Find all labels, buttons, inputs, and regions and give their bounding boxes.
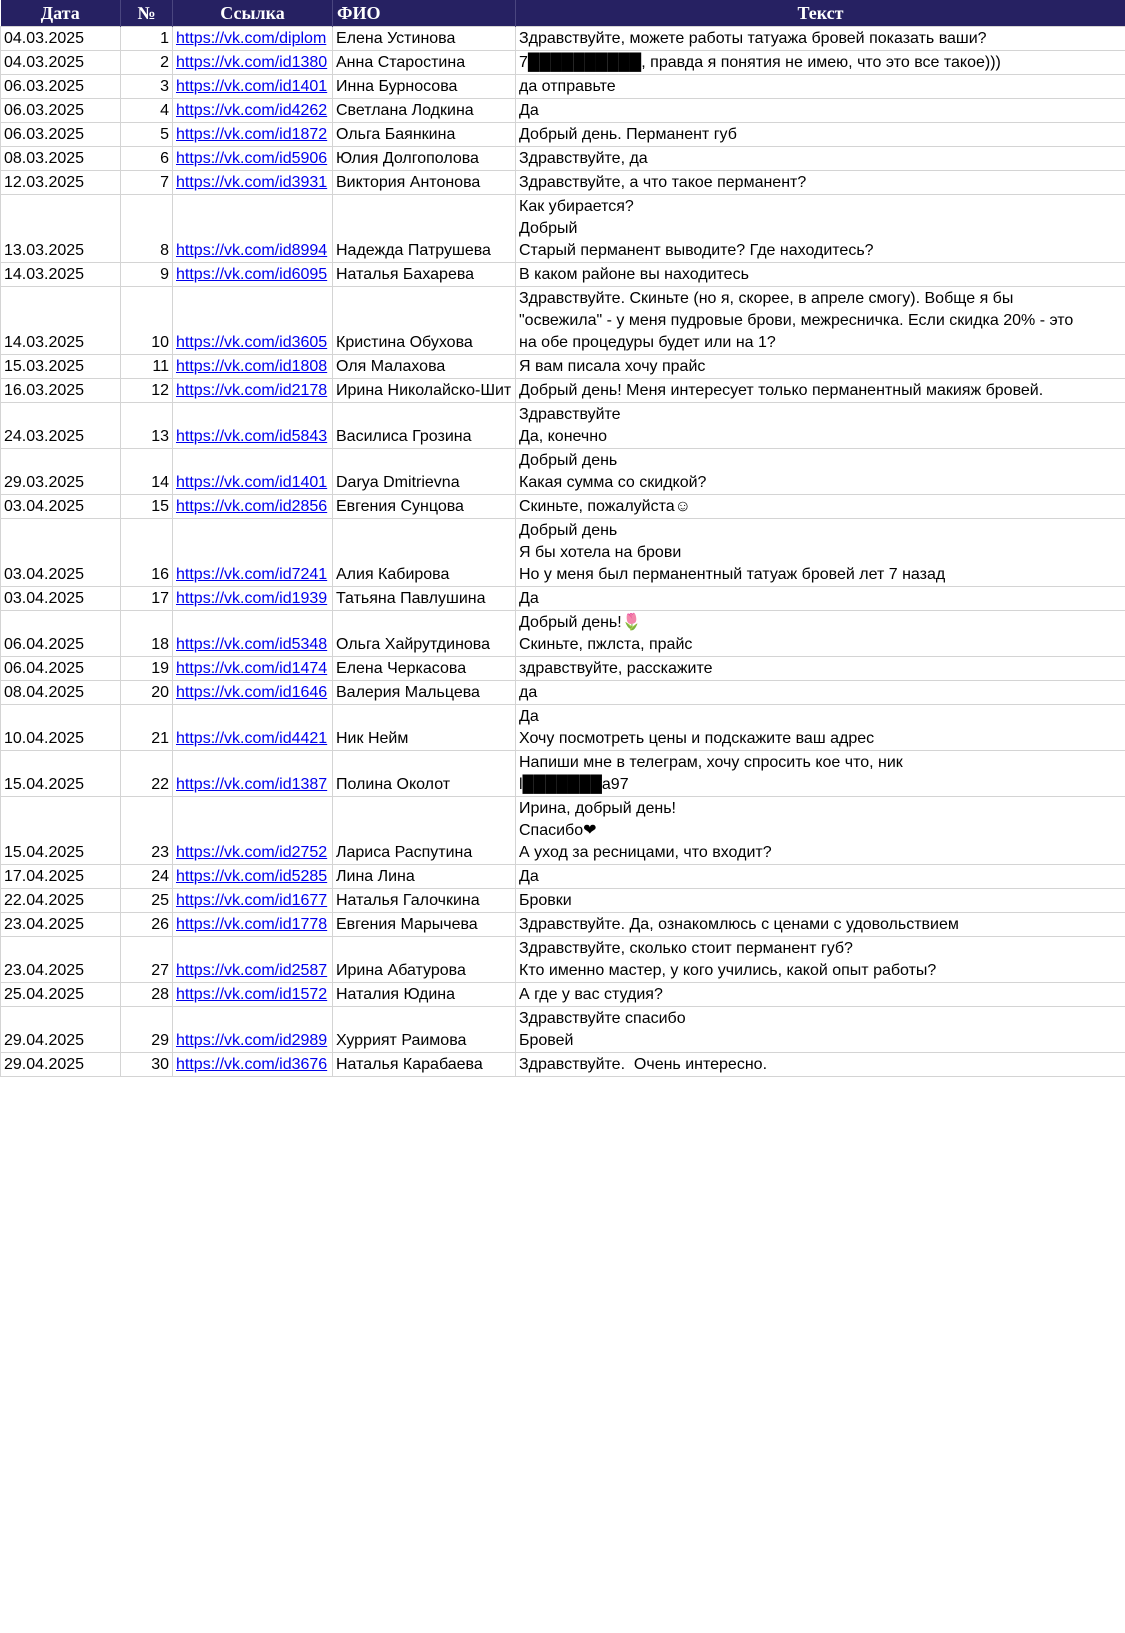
date-cell[interactable]: 15.04.2025	[1, 751, 121, 797]
date-cell[interactable]: 14.03.2025	[1, 263, 121, 287]
date-cell[interactable]: 22.04.2025	[1, 889, 121, 913]
table-row	[1, 797, 1125, 865]
profile-link[interactable]: https://vk.com/id3605	[176, 334, 328, 351]
name-cell[interactable]: Евгения Сунцова	[333, 495, 516, 519]
link-cell[interactable]	[173, 519, 333, 587]
link-cell[interactable]	[173, 147, 333, 171]
link-cell[interactable]	[173, 75, 333, 99]
profile-link[interactable]: https://vk.com/id1646	[176, 684, 328, 701]
name-cell[interactable]: Ольга Хайрутдинова	[333, 611, 516, 657]
profile-link[interactable]: https://vk.com/id5285	[176, 868, 328, 885]
link-cell[interactable]	[173, 51, 333, 75]
name-cell[interactable]: Светлана Лодкина	[333, 99, 516, 123]
name-cell[interactable]: Евгения Марычева	[333, 913, 516, 937]
profile-link[interactable]: https://vk.com/id1572	[176, 986, 328, 1003]
date-cell[interactable]: 29.04.2025	[1, 1053, 121, 1077]
text-cell[interactable]: 7██████████, правда я понятия не имею, что это все такое)))	[516, 51, 1125, 75]
number-cell[interactable]: 16	[121, 519, 173, 587]
profile-link[interactable]: https://vk.com/id6095	[176, 266, 328, 283]
text-cell[interactable]: да отправьте	[516, 75, 1125, 99]
profile-link[interactable]: https://vk.com/id2752	[176, 844, 328, 861]
profile-link[interactable]: https://vk.com/id8994	[176, 242, 328, 259]
profile-link[interactable]: https://vk.com/id5348	[176, 636, 328, 653]
table-row	[1, 681, 1125, 705]
date-cell[interactable]: 03.04.2025	[1, 587, 121, 611]
text-cell[interactable]: Здравствуйте, сколько стоит перманент губ? Кто именно мастер, у кого учились, какой опыт работы?	[516, 937, 1125, 983]
name-cell[interactable]: Оля Малахова	[333, 355, 516, 379]
number-cell[interactable]: 7	[121, 171, 173, 195]
header-text[interactable]: Текст	[516, 0, 1125, 27]
name-cell[interactable]: Лариса Распутина	[333, 797, 516, 865]
header-link[interactable]: Ссылка	[173, 0, 333, 27]
table-row	[1, 1007, 1125, 1053]
table-row	[1, 355, 1125, 379]
link-cell[interactable]	[173, 889, 333, 913]
profile-link[interactable]: https://vk.com/id3931	[176, 174, 328, 191]
link-cell[interactable]	[173, 611, 333, 657]
number-cell[interactable]: 12	[121, 379, 173, 403]
profile-link[interactable]: https://vk.com/id1939	[176, 590, 328, 607]
name-cell[interactable]: Виктория Антонова	[333, 171, 516, 195]
name-cell[interactable]: Ирина Николайско-Шит	[333, 379, 516, 403]
text-cell[interactable]: Да	[516, 99, 1125, 123]
number-cell[interactable]: 20	[121, 681, 173, 705]
text-cell[interactable]: здравствуйте, расскажите	[516, 657, 1125, 681]
table-row	[1, 865, 1125, 889]
name-cell[interactable]: Валерия Мальцева	[333, 681, 516, 705]
profile-link[interactable]: https://vk.com/id4421	[176, 730, 328, 747]
header-row	[1, 0, 1125, 27]
date-cell[interactable]: 10.04.2025	[1, 705, 121, 751]
name-cell[interactable]: Кристина Обухова	[333, 287, 516, 355]
date-cell[interactable]: 25.04.2025	[1, 983, 121, 1007]
text-cell[interactable]: Здравствуйте, а что такое перманент?	[516, 171, 1125, 195]
link-cell[interactable]	[173, 123, 333, 147]
table-row	[1, 705, 1125, 751]
date-cell[interactable]: 29.03.2025	[1, 449, 121, 495]
table-row	[1, 99, 1125, 123]
text-cell[interactable]: Скиньте, пожалуйста☺	[516, 495, 1125, 519]
header-date[interactable]: Дата	[1, 0, 121, 27]
profile-link[interactable]: https://vk.com/id4262	[176, 102, 328, 119]
name-cell[interactable]: Алия Кабирова	[333, 519, 516, 587]
link-cell[interactable]	[173, 449, 333, 495]
name-cell[interactable]: Ник Нейм	[333, 705, 516, 751]
number-cell[interactable]: 30	[121, 1053, 173, 1077]
table-row	[1, 1053, 1125, 1077]
name-cell[interactable]: Анна Старостина	[333, 51, 516, 75]
number-cell[interactable]: 13	[121, 403, 173, 449]
profile-link[interactable]: https://vk.com/id2587	[176, 962, 328, 979]
name-cell[interactable]: Надежда Патрушева	[333, 195, 516, 263]
link-cell[interactable]	[173, 937, 333, 983]
text-cell[interactable]: Добрый день Я бы хотела на брови Но у меня был перманентный татуаж бровей лет 7 назад	[516, 519, 1125, 587]
profile-link[interactable]: https://vk.com/id1808	[176, 358, 328, 375]
text-cell[interactable]: Добрый день!🌷 Скиньте, пжлста, прайс	[516, 611, 1125, 657]
number-cell[interactable]: 1	[121, 27, 173, 51]
table-row	[1, 449, 1125, 495]
name-cell[interactable]: Darya Dmitrievna	[333, 449, 516, 495]
table-row	[1, 937, 1125, 983]
date-cell[interactable]: 03.04.2025	[1, 495, 121, 519]
date-cell[interactable]: 06.04.2025	[1, 657, 121, 681]
table-row	[1, 147, 1125, 171]
date-cell[interactable]: 23.04.2025	[1, 937, 121, 983]
name-cell[interactable]: Наталья Карабаева	[333, 1053, 516, 1077]
profile-link[interactable]: https://vk.com/id1778	[176, 916, 328, 933]
number-cell[interactable]: 29	[121, 1007, 173, 1053]
link-cell[interactable]	[173, 495, 333, 519]
number-cell[interactable]: 6	[121, 147, 173, 171]
profile-link[interactable]: https://vk.com/id1380	[176, 54, 328, 71]
date-cell[interactable]: 04.03.2025	[1, 27, 121, 51]
number-cell[interactable]: 17	[121, 587, 173, 611]
table-row	[1, 403, 1125, 449]
text-cell[interactable]: Ирина, добрый день! Спасибо❤ А уход за ресницами, что входит?	[516, 797, 1125, 865]
link-cell[interactable]	[173, 1007, 333, 1053]
number-cell[interactable]: 28	[121, 983, 173, 1007]
link-cell[interactable]	[173, 263, 333, 287]
table-row	[1, 587, 1125, 611]
date-cell[interactable]: 06.04.2025	[1, 611, 121, 657]
text-cell[interactable]: Здравствуйте Да, конечно	[516, 403, 1125, 449]
date-cell[interactable]: 06.03.2025	[1, 123, 121, 147]
profile-link[interactable]: https://vk.com/id5906	[176, 150, 328, 167]
name-cell[interactable]: Ирина Абатурова	[333, 937, 516, 983]
date-cell[interactable]: 12.03.2025	[1, 171, 121, 195]
table-row	[1, 51, 1125, 75]
profile-link[interactable]: https://vk.com/id1677	[176, 892, 328, 909]
link-cell[interactable]	[173, 751, 333, 797]
link-cell[interactable]	[173, 171, 333, 195]
profile-link[interactable]: https://vk.com/id7241	[176, 566, 328, 583]
date-cell[interactable]: 29.04.2025	[1, 1007, 121, 1053]
header-num[interactable]: №	[121, 0, 173, 27]
name-cell[interactable]: Наталия Юдина	[333, 983, 516, 1007]
name-cell[interactable]: Полина Околот	[333, 751, 516, 797]
link-cell[interactable]	[173, 913, 333, 937]
table-row	[1, 751, 1125, 797]
date-cell[interactable]: 23.04.2025	[1, 913, 121, 937]
name-cell[interactable]: Хуррият Раимова	[333, 1007, 516, 1053]
text-cell[interactable]: Здравствуйте. Да, ознакомлюсь с ценами с удовольствием	[516, 913, 1125, 937]
link-cell[interactable]	[173, 1053, 333, 1077]
text-cell[interactable]: да	[516, 681, 1125, 705]
link-cell[interactable]	[173, 797, 333, 865]
profile-link[interactable]: https://vk.com/id1387	[176, 776, 328, 793]
profile-link[interactable]: https://vk.com/id1872	[176, 126, 328, 143]
link-cell[interactable]	[173, 983, 333, 1007]
text-cell[interactable]: Здравствуйте. Очень интересно.	[516, 1053, 1125, 1077]
number-cell[interactable]: 2	[121, 51, 173, 75]
table-row	[1, 195, 1125, 263]
number-cell[interactable]: 19	[121, 657, 173, 681]
link-cell[interactable]	[173, 403, 333, 449]
number-cell[interactable]: 4	[121, 99, 173, 123]
profile-link[interactable]: https://vk.com/id5843	[176, 428, 328, 445]
name-cell[interactable]: Наталья Галочкина	[333, 889, 516, 913]
date-cell[interactable]: 17.04.2025	[1, 865, 121, 889]
date-cell[interactable]: 15.04.2025	[1, 797, 121, 865]
name-cell[interactable]: Ольга Баянкина	[333, 123, 516, 147]
name-cell[interactable]: Василиса Грозина	[333, 403, 516, 449]
name-cell[interactable]: Елена Черкасова	[333, 657, 516, 681]
profile-link[interactable]: https://vk.com/id2989	[176, 1032, 328, 1049]
table-row	[1, 287, 1125, 355]
date-cell[interactable]: 06.03.2025	[1, 99, 121, 123]
profile-link[interactable]: https://vk.com/id1401	[176, 78, 328, 95]
link-cell[interactable]	[173, 195, 333, 263]
link-cell[interactable]	[173, 379, 333, 403]
number-cell[interactable]: 21	[121, 705, 173, 751]
text-cell[interactable]: Да Хочу посмотреть цены и подскажите ваш адрес	[516, 705, 1125, 751]
header-name[interactable]: ФИО	[333, 0, 516, 27]
text-cell[interactable]: Да	[516, 865, 1125, 889]
name-cell[interactable]: Юлия Долгополова	[333, 147, 516, 171]
table-row	[1, 519, 1125, 587]
name-cell[interactable]: Наталья Бахарева	[333, 263, 516, 287]
date-cell[interactable]: 08.04.2025	[1, 681, 121, 705]
name-cell[interactable]: Елена Устинова	[333, 27, 516, 51]
profile-link[interactable]: https://vk.com/diplom	[176, 30, 327, 47]
number-cell[interactable]: 11	[121, 355, 173, 379]
profile-link[interactable]: https://vk.com/id3676	[176, 1056, 328, 1073]
text-cell[interactable]: Добрый день Какая сумма со скидкой?	[516, 449, 1125, 495]
link-cell[interactable]	[173, 705, 333, 751]
link-cell[interactable]	[173, 865, 333, 889]
number-cell[interactable]: 10	[121, 287, 173, 355]
number-cell[interactable]: 24	[121, 865, 173, 889]
table-row	[1, 611, 1125, 657]
text-cell[interactable]: Добрый день. Перманент губ	[516, 123, 1125, 147]
link-cell[interactable]	[173, 587, 333, 611]
date-cell[interactable]: 08.03.2025	[1, 147, 121, 171]
number-cell[interactable]: 18	[121, 611, 173, 657]
profile-link[interactable]: https://vk.com/id1401	[176, 474, 328, 491]
text-cell[interactable]: Здравствуйте, да	[516, 147, 1125, 171]
number-cell[interactable]: 8	[121, 195, 173, 263]
date-cell[interactable]: 06.03.2025	[1, 75, 121, 99]
number-cell[interactable]: 26	[121, 913, 173, 937]
number-cell[interactable]: 15	[121, 495, 173, 519]
table-row	[1, 123, 1125, 147]
table-row	[1, 657, 1125, 681]
number-cell[interactable]: 3	[121, 75, 173, 99]
date-cell[interactable]: 24.03.2025	[1, 403, 121, 449]
number-cell[interactable]: 27	[121, 937, 173, 983]
text-cell[interactable]: В каком районе вы находитесь	[516, 263, 1125, 287]
date-cell[interactable]: 15.03.2025	[1, 355, 121, 379]
name-cell[interactable]: Лина Лина	[333, 865, 516, 889]
table-row	[1, 889, 1125, 913]
profile-link[interactable]: https://vk.com/id2856	[176, 498, 328, 515]
number-cell[interactable]: 9	[121, 263, 173, 287]
text-cell[interactable]: Напиши мне в телеграм, хочу спросить кое что, ник l███████a97	[516, 751, 1125, 797]
text-cell[interactable]: Добрый день! Меня интересует только перманентный макияж бровей.	[516, 379, 1125, 403]
number-cell[interactable]: 25	[121, 889, 173, 913]
table-row	[1, 27, 1125, 51]
number-cell[interactable]: 14	[121, 449, 173, 495]
text-cell[interactable]: Здравствуйте. Скиньте (но я, скорее, в апреле смогу). Вобще я бы "освежила" - у меня пудровые брови, межресничка. Если скидка 20% - это на обе процедуры будет или на 1?	[516, 287, 1125, 355]
link-cell[interactable]	[173, 657, 333, 681]
text-cell[interactable]: А где у вас студия?	[516, 983, 1125, 1007]
link-cell[interactable]	[173, 355, 333, 379]
profile-link[interactable]: https://vk.com/id2178	[176, 382, 328, 399]
table-row	[1, 75, 1125, 99]
text-cell[interactable]: Да	[516, 587, 1125, 611]
table-row	[1, 913, 1125, 937]
link-cell[interactable]	[173, 27, 333, 51]
name-cell[interactable]: Инна Бурносова	[333, 75, 516, 99]
link-cell[interactable]	[173, 287, 333, 355]
date-cell[interactable]: 03.04.2025	[1, 519, 121, 587]
table-row	[1, 495, 1125, 519]
number-cell[interactable]: 5	[121, 123, 173, 147]
text-cell[interactable]: Бровки	[516, 889, 1125, 913]
profile-link[interactable]: https://vk.com/id1474	[176, 660, 328, 677]
text-cell[interactable]: Здравствуйте, можете работы татуажа бровей показать ваши?	[516, 27, 1125, 51]
text-cell[interactable]: Как убирается? Добрый Старый перманент выводите? Где находитесь?	[516, 195, 1125, 263]
date-cell[interactable]: 13.03.2025	[1, 195, 121, 263]
date-cell[interactable]: 16.03.2025	[1, 379, 121, 403]
table-row	[1, 263, 1125, 287]
table-row	[1, 983, 1125, 1007]
text-cell[interactable]: Здравствуйте спасибо Бровей	[516, 1007, 1125, 1053]
table-row	[1, 379, 1125, 403]
date-cell[interactable]: 14.03.2025	[1, 287, 121, 355]
table-row	[1, 171, 1125, 195]
link-cell[interactable]	[173, 99, 333, 123]
number-cell[interactable]: 22	[121, 751, 173, 797]
text-cell[interactable]: Я вам писала хочу прайс	[516, 355, 1125, 379]
link-cell[interactable]	[173, 681, 333, 705]
date-cell[interactable]: 04.03.2025	[1, 51, 121, 75]
number-cell[interactable]: 23	[121, 797, 173, 865]
name-cell[interactable]: Татьяна Павлушина	[333, 587, 516, 611]
